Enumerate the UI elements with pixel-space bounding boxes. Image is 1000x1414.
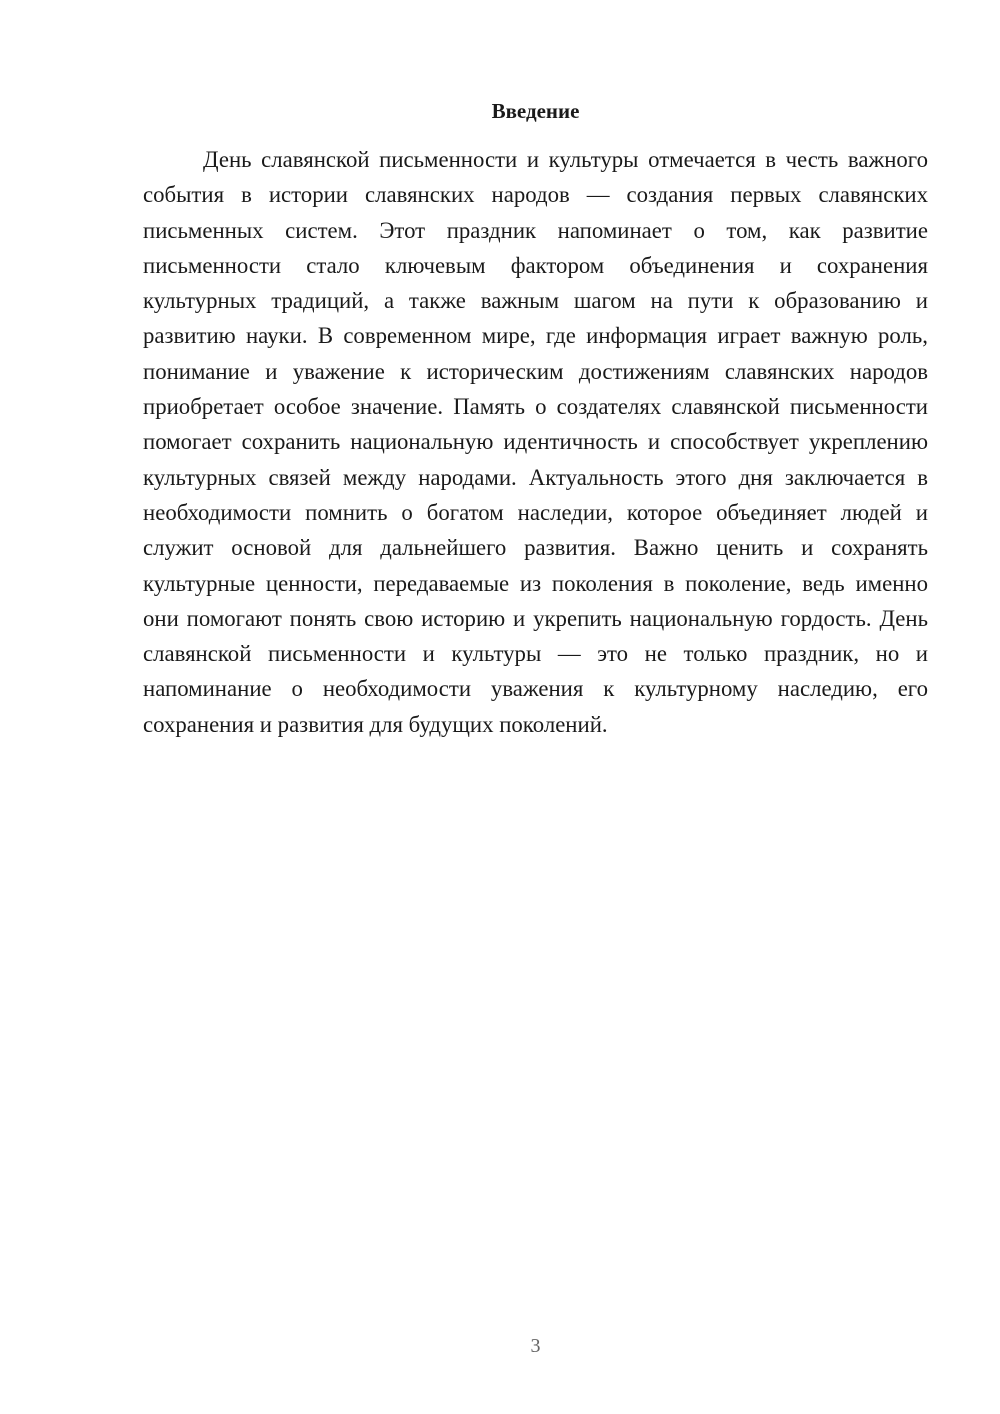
section-heading: Введение [491, 99, 580, 123]
page-number: 3 [530, 1335, 541, 1357]
intro-paragraph: День славянской письменности и культуры отмечается в честь важного события в истории славянских народов — создания первых славянских письменных систем. Этот праздник напоминает о том, как развитие письменности стало ключевым фактором объединения и сохранения культурных традиций, а также важным шагом на пути к образованию и развитию науки. В современном мире, где информация играет важную роль, понимание и уважение к историческим достижениям славянских народов приобретает особое значение. Память о создателях славянской письменности помогает сохранить национальную идентичность и способствует укреплению культурных связей между народами. Актуальность этого дня заключается в необходимости помнить о богатом наследии, которое объединяет людей и служит основой для дальнейшего развития. Важно ценить и сохранять культурные ценности, передаваемые из поколения в поколение, ведь именно они помогают понять свою историю и укрепить национальную гордость. День славянской письменности и культуры — это не только праздник, но и напоминание о необходимости уважения к культурному наследию, его сохранения и развития для будущих поколений. [143, 147, 928, 737]
